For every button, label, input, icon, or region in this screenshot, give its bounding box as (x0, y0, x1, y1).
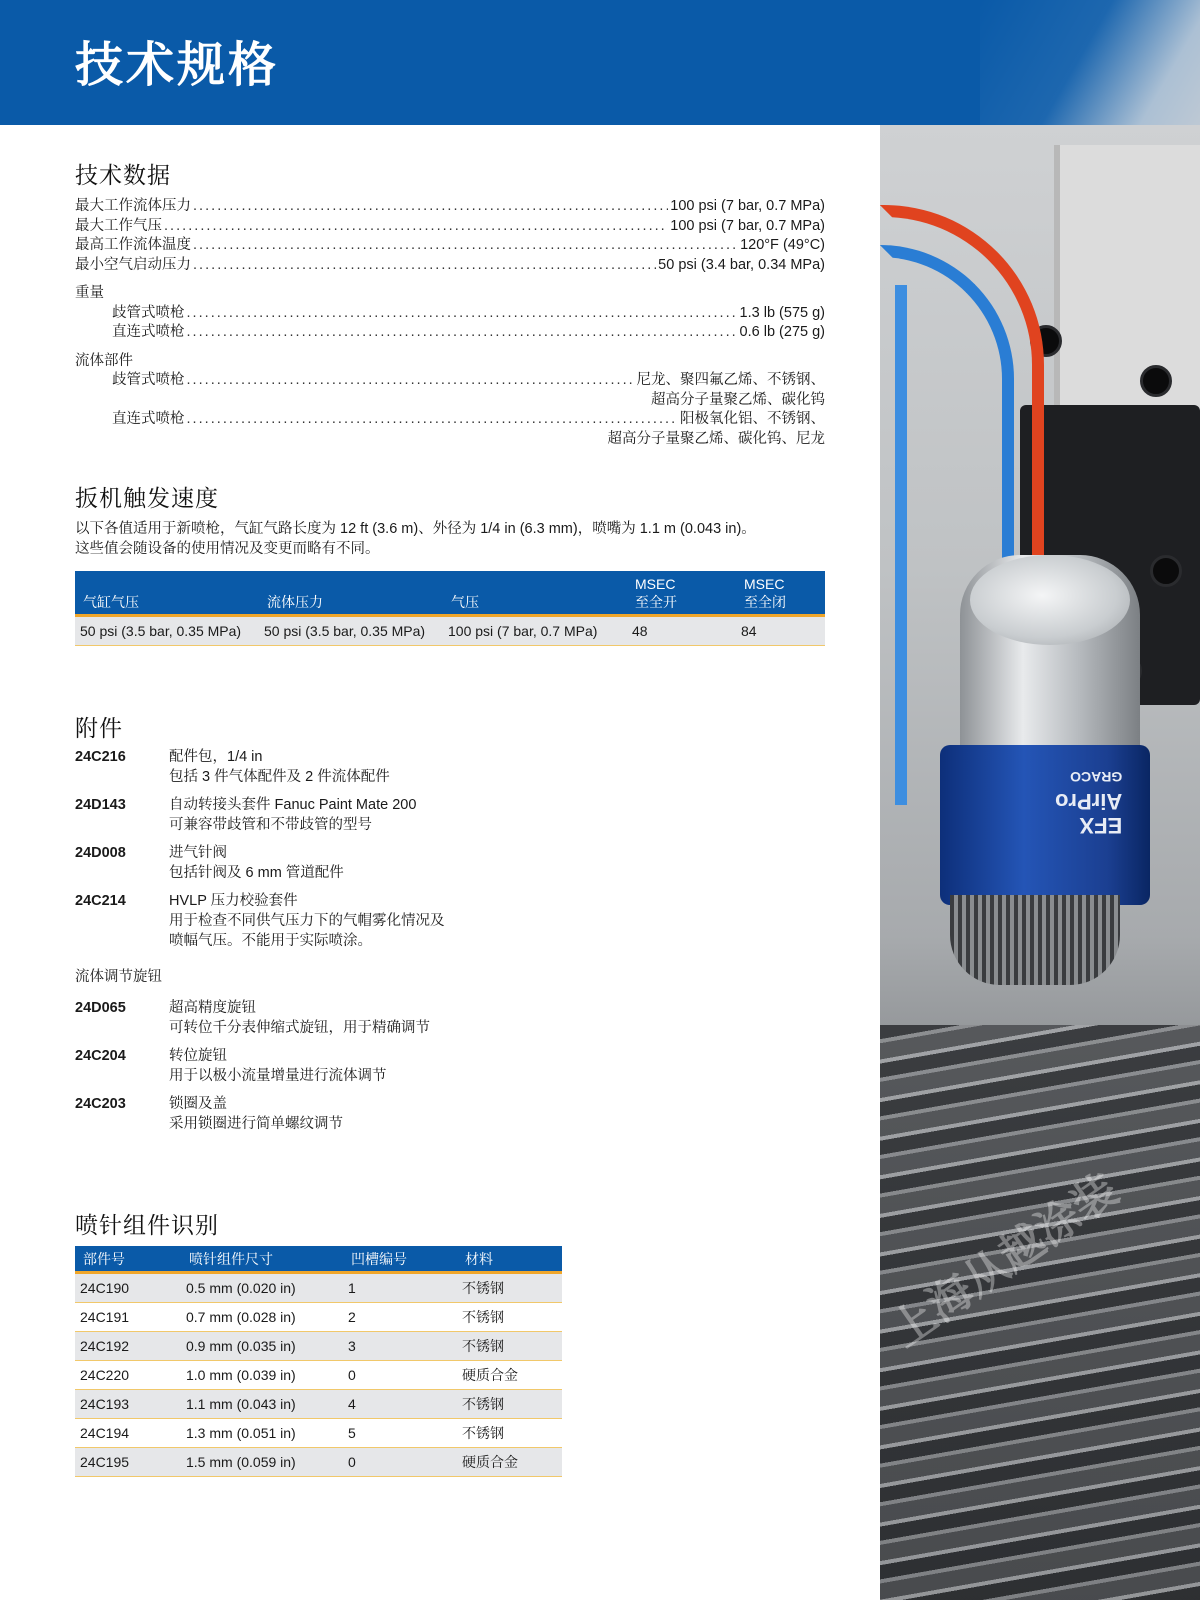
column-header: 喷针组件尺寸 (181, 1246, 343, 1273)
spec-label: 歧管式喷枪 (112, 304, 185, 321)
table-row (75, 1332, 562, 1361)
spec-label: 歧管式喷枪 (112, 372, 185, 388)
spec-row (75, 217, 825, 237)
weight-title: 重量 (75, 285, 104, 301)
gun-label-brand: GRACO (1070, 769, 1123, 785)
table-cell: 0 (343, 1361, 457, 1390)
photo-air-cap-top (970, 555, 1130, 645)
product-photo (880, 125, 1200, 1600)
spec-value-continued: 超高分子量聚乙烯、碳化钨、尼龙 (607, 430, 825, 447)
tech-data-heading: 技术数据 (75, 163, 171, 189)
table-cell: 100 psi (7 bar, 0.7 MPa) (443, 616, 627, 646)
table-cell: 24C193 (75, 1390, 181, 1419)
spec-value: 100 psi (7 bar, 0.7 MPa) (670, 217, 825, 234)
column-header (259, 571, 443, 616)
spec-value: 阳极氧化铝、不锈钢、 (680, 411, 825, 427)
column-header-label: 流体压力 (267, 594, 323, 610)
column-header (736, 571, 825, 616)
spec-row (75, 323, 825, 343)
table-cell: 0 (343, 1448, 457, 1477)
leader-dots (187, 304, 738, 324)
accessory-desc: 喷幅气压。不能用于实际喷涂。 (169, 933, 372, 949)
column-header-label: 气缸气压 (83, 594, 139, 610)
column-header: 部件号 (75, 1246, 181, 1273)
table-cell: 不锈钢 (457, 1390, 562, 1419)
accessory-desc: 用于以极小流量增量进行流体调节 (169, 1068, 387, 1084)
table-cell: 1.1 mm (0.043 in) (181, 1390, 343, 1419)
table-cell: 24C195 (75, 1448, 181, 1477)
wetted-title: 流体部件 (75, 352, 133, 369)
table-cell: 硬质合金 (457, 1361, 562, 1390)
table-cell: 3 (343, 1332, 457, 1361)
accessory-item (75, 891, 825, 951)
table-cell: 24C192 (75, 1332, 181, 1361)
needle-table (75, 1246, 562, 1477)
table-row (75, 1361, 562, 1390)
table-cell: 50 psi (3.5 bar, 0.35 MPa) (75, 616, 259, 646)
spec-row (75, 371, 825, 391)
accessory-item (75, 1046, 825, 1086)
part-number: 24C203 (75, 1096, 126, 1112)
knob-subheading: 流体调节旋钮 (75, 969, 162, 985)
needle-table-body (75, 1273, 562, 1477)
column-header (627, 571, 736, 616)
table-cell: 5 (343, 1419, 457, 1448)
table-cell: 硬质合金 (457, 1448, 562, 1477)
part-number: 24C204 (75, 1048, 126, 1064)
accessories-list (75, 747, 825, 1142)
spec-row (75, 256, 825, 276)
part-number: 24C216 (75, 749, 126, 765)
photo-gun-label (1055, 765, 1122, 837)
spec-row (75, 197, 825, 217)
spec-label: 直连式喷枪 (112, 324, 185, 340)
part-number: 24D008 (75, 845, 126, 861)
accessory-title: 锁圈及盖 (169, 1096, 227, 1112)
table-cell: 50 psi (3.5 bar, 0.35 MPa) (259, 616, 443, 646)
gun-label-series: AirPro (1055, 789, 1123, 814)
leader-dots (187, 410, 679, 430)
spec-value: 50 psi (3.4 bar, 0.34 MPa) (658, 256, 825, 273)
table-cell: 不锈钢 (457, 1273, 562, 1303)
page-title: 技术规格 (75, 37, 280, 93)
table-cell: 24C194 (75, 1419, 181, 1448)
accessory-item (75, 747, 825, 787)
table-row (75, 1273, 562, 1303)
leader-dots (193, 236, 738, 256)
table-cell: 1 (343, 1273, 457, 1303)
leader-dots (193, 197, 668, 217)
photo-gun-gear (950, 895, 1120, 985)
photo-blue-hose (895, 285, 947, 805)
table-row (75, 1390, 562, 1419)
column-header: 材料 (457, 1246, 562, 1273)
part-number: 24D143 (75, 797, 126, 813)
accessory-title: 超高精度旋钮 (169, 1000, 256, 1016)
table-cell: 24C190 (75, 1273, 181, 1303)
table-cell: 0.7 mm (0.028 in) (181, 1303, 343, 1332)
spec-label: 最大工作流体压力 (75, 198, 191, 214)
leader-dots (187, 371, 635, 391)
table-cell: 不锈钢 (457, 1419, 562, 1448)
spec-label: 最大工作气压 (75, 217, 162, 234)
photo-mount-block (1054, 145, 1200, 445)
spec-label: 最小空气启动压力 (75, 256, 191, 273)
table-row (75, 616, 825, 646)
banner-corner-graphic (980, 0, 1200, 125)
spec-row (75, 304, 825, 324)
spec-label: 最高工作流体温度 (75, 237, 191, 253)
table-cell: 24C191 (75, 1303, 181, 1332)
accessory-title: 转位旋钮 (169, 1048, 227, 1064)
accessory-title: 自动转接头套件 Fanuc Paint Mate 200 (169, 797, 417, 813)
header-banner (0, 0, 1200, 125)
table-cell: 24C220 (75, 1361, 181, 1390)
table-cell: 不锈钢 (457, 1332, 562, 1361)
column-header (75, 571, 259, 616)
part-number: 24D065 (75, 1000, 126, 1016)
table-cell: 不锈钢 (457, 1303, 562, 1332)
spec-value-continued: 超高分子量聚乙烯、碳化钨 (651, 391, 825, 408)
accessory-desc: 可兼容带歧管和不带歧管的型号 (169, 817, 372, 833)
accessory-title: 配件包，1/4 in (169, 749, 263, 765)
accessory-desc: 包括针阀及 6 mm 管道配件 (169, 865, 344, 881)
leader-dots (164, 217, 668, 237)
watermark: 上海从越涂装 (881, 1164, 1128, 1358)
accessory-title: HVLP 压力校验套件 (169, 893, 298, 909)
table-cell: 1.0 mm (0.039 in) (181, 1361, 343, 1390)
table-cell: 4 (343, 1390, 457, 1419)
trigger-notes (75, 520, 835, 559)
accessory-item (75, 843, 825, 883)
spec-value: 尼龙、聚四氟乙烯、不锈钢、 (636, 372, 825, 388)
spec-row (75, 410, 825, 430)
accessory-desc: 可转位千分表伸缩式旋钮，用于精确调节 (169, 1020, 430, 1036)
photo-bolt (1150, 555, 1182, 587)
trigger-note: 以下各值适用于新喷枪，气缸气路长度为 12 ft (3.6 m)、外径为 1/4 in (6.3 mm)，喷嘴为 1.1 m (0.043 in)。 (75, 521, 756, 537)
table-cell: 0.5 mm (0.020 in) (181, 1273, 343, 1303)
spec-value: 1.3 lb (575 g) (739, 304, 825, 321)
table-cell: 2 (343, 1303, 457, 1332)
column-header-label: 至全开 (635, 594, 677, 610)
spec-value: 100 psi (7 bar, 0.7 MPa) (670, 198, 825, 214)
column-header (443, 571, 627, 616)
column-header: 凹槽编号 (343, 1246, 457, 1273)
spec-label: 直连式喷枪 (112, 411, 185, 427)
needle-heading: 喷针组件识别 (75, 1213, 219, 1239)
part-number: 24C214 (75, 893, 126, 909)
accessories-heading: 附件 (75, 716, 123, 742)
leader-dots (187, 323, 738, 343)
table-cell: 1.5 mm (0.059 in) (181, 1448, 343, 1477)
table-cell: 84 (736, 616, 825, 646)
accessory-desc: 用于检查不同供气压力下的气帽雾化情况及 (169, 913, 445, 929)
table-row (75, 1303, 562, 1332)
column-header-top: MSEC (635, 576, 676, 592)
leader-dots (193, 256, 656, 276)
accessory-title: 进气针阀 (169, 845, 227, 861)
table-cell: 1.3 mm (0.051 in) (181, 1419, 343, 1448)
accessory-desc: 包括 3 件气体配件及 2 件流体配件 (169, 769, 390, 785)
trigger-note: 这些值会随设备的使用情况及变更而略有不同。 (75, 540, 380, 557)
column-header-top: MSEC (744, 576, 785, 592)
gun-label-model: EFX (1079, 813, 1123, 838)
spec-value: 120°F (49°C) (740, 237, 825, 253)
spec-row (75, 236, 825, 256)
accessory-item (75, 795, 825, 835)
accessory-desc: 采用锁圈进行简单螺纹调节 (169, 1116, 343, 1132)
trigger-heading: 扳机触发速度 (75, 486, 219, 512)
table-cell: 48 (627, 616, 736, 646)
table-header-row (75, 1246, 562, 1273)
accessory-item (75, 1094, 825, 1134)
column-header-label: 至全闭 (744, 594, 786, 610)
spec-value: 0.6 lb (275 g) (739, 324, 825, 340)
table-row (75, 1448, 562, 1477)
table-row (75, 1419, 562, 1448)
tech-data-block (75, 197, 825, 449)
photo-bolt (1140, 365, 1172, 397)
accessory-item (75, 998, 825, 1038)
trigger-table (75, 571, 825, 646)
table-cell: 0.9 mm (0.035 in) (181, 1332, 343, 1361)
table-header-row (75, 571, 825, 616)
column-header-label: 气压 (451, 594, 479, 610)
